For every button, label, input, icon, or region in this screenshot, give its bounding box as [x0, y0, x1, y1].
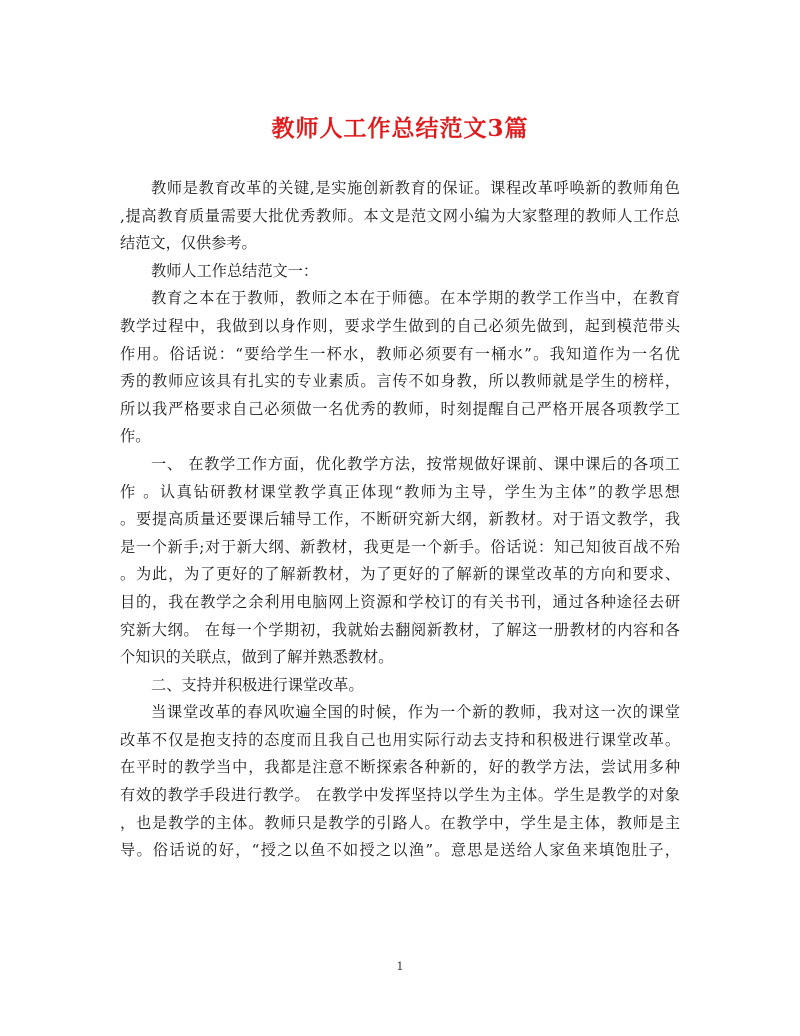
- text-line: 。要提高质量还要课后辅导工作，不断研究新大纲，新教材。对于语文教学，我: [120, 510, 680, 529]
- text-line: ，也是教学的主体。教师只是教学的引路人。在教学中，学生是主体，教师是主: [120, 813, 680, 832]
- document-body: [120, 175, 680, 865]
- section-heading: 二、支持并积极进行课堂改革。: [151, 675, 364, 694]
- text-line: 作用。俗话说：“要给学生一杯水，教师必须要有一桶水”。我知道作为一名优: [120, 344, 680, 363]
- text-line: 教师是教育改革的关键,是实施创新教育的保证。课程改革呼唤新的教师角色: [151, 179, 680, 197]
- text-line: 个知识的关联点，做到了解并熟悉教材。: [120, 648, 394, 667]
- text-line: 秀的教师应该具有扎实的专业素质。言传不如身教，所以教师就是学生的榜样，: [120, 372, 680, 391]
- page-number: 1: [396, 960, 404, 973]
- text-line: 所以我严格要求自己必须做一名优秀的教师，时刻提醒自己严格开展各项教学工: [120, 399, 680, 418]
- text-line: 结范文，仅供参考。: [120, 234, 257, 253]
- text-line: 作。: [120, 427, 151, 446]
- text-line: 。为此，为了更好的了解新教材，为了更好的了解新的课堂改革的方向和要求、: [120, 565, 680, 584]
- text-line: 一、 在教学工作方面，优化教学方法，按常规做好课前、课中课后的各项工: [151, 454, 680, 473]
- text-line: 教育之本在于教师，教师之本在于师德。在本学期的教学工作当中，在教育: [151, 289, 680, 308]
- text-line: 作 。认真钻研教材课堂教学真正体现“教师为主导，学生为主体”的教学思想: [120, 482, 680, 501]
- text-line: 究新大纲。 在每一个学期初，我就始去翻阅新教材，了解这一册教材的内容和各: [120, 620, 680, 639]
- text-line: 教学过程中，我做到以身作则，要求学生做到的自己必须先做到，起到模范带头: [120, 316, 680, 335]
- section-heading: 教师人工作总结范文一：: [151, 261, 319, 280]
- text-line: 当课堂改革的春风吹遍全国的时候，作为一个新的教师，我对这一次的课堂: [151, 703, 680, 722]
- text-line: 改革不仅是抱支持的态度而且我自己也用实际行动去支持和积极进行课堂改革。: [120, 730, 680, 749]
- text-line: ,提高教育质量需要大批优秀教师。本文是范文网小编为大家整理的教师人工作总: [120, 206, 680, 225]
- text-line: 目的，我在教学之余利用电脑网上资源和学校订的有关书刊，通过各种途径去研: [120, 592, 680, 611]
- text-line: 在平时的教学当中，我都是注意不断探索各种新的，好的教学方法，尝试用多种: [120, 758, 680, 777]
- text-line: 是一个新手;对于新大纲、新教材，我更是一个新手。俗话说：知己知彼百战不殆: [120, 537, 680, 556]
- document-title: 教师人工作总结范文3篇: [271, 115, 529, 142]
- text-line: 有效的教学手段进行教学。 在教学中发挥坚持以学生为主体。学生是教学的对象: [120, 786, 680, 805]
- text-line: 导。俗话说的好，“授之以鱼不如授之以渔”。意思是送给人家鱼来填饱肚子，: [120, 841, 680, 860]
